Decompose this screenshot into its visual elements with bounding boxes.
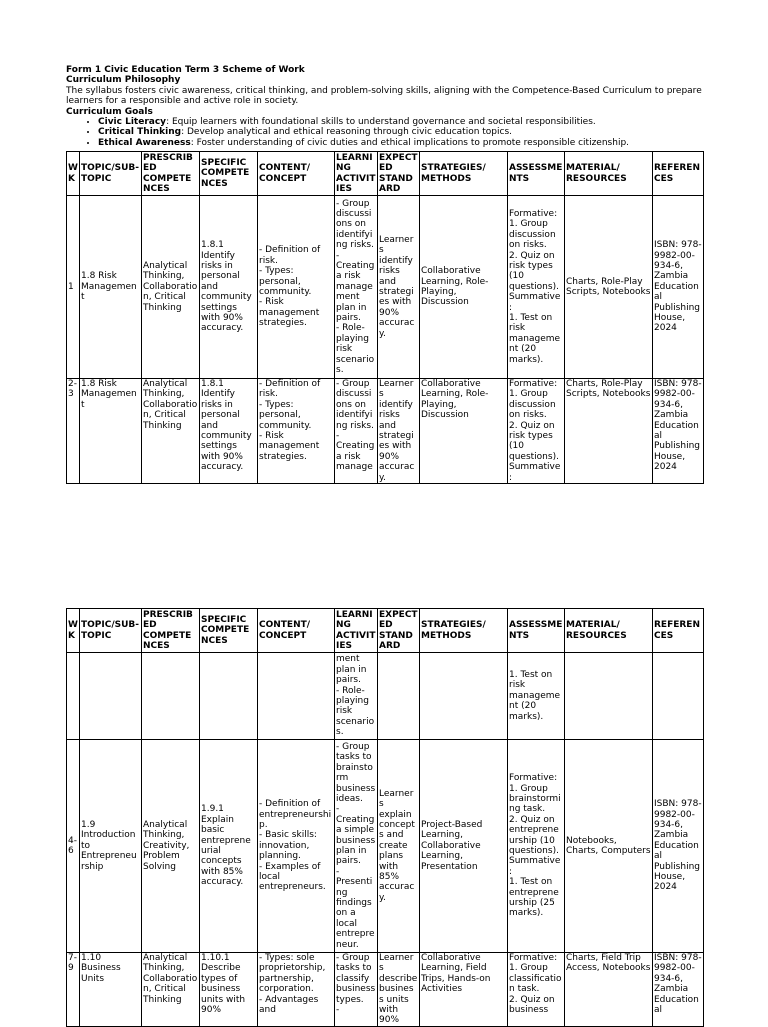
header-prescribed: PRESCRIBED COMPETENCES: [142, 152, 200, 196]
cell-expected: Learners identify risks and strategies with 90% accuracy.: [378, 196, 420, 379]
goal-text: : Equip learners with foundational skills to understand governance and societal responsibilities.: [166, 117, 596, 128]
table-row: [67, 196, 704, 379]
cell-references: ISBN: 978-9982-00-934-6, Zambia Educational Publishing House, 2024: [653, 740, 704, 953]
goal-text: : Foster understanding of civic duties and ethical implications to promote responsible citizenship.: [190, 137, 630, 148]
cell-materials: Charts, Role-Play Scripts, Notebooks: [565, 196, 653, 379]
cell-assessments: Formative: 1. Group brainstorming task. 2. Quiz on entrepreneurship (10 questions). Summative: 1. Test on entrepreneurship (25 marks).: [508, 740, 565, 953]
cell-activities: - Group discussions on identifying risks. - Creating a risk management plan in pairs. - Role-playing risk scenarios.: [335, 196, 378, 379]
cell-references: ISBN: 978-9982-00-934-6, Zambia Educational Publishing House, 2024: [653, 379, 704, 484]
cell-week: [67, 653, 80, 740]
cell-references: ISBN: 978-9982-00-934-6, Zambia Educational: [653, 953, 704, 1027]
scheme-table-page-2: [66, 608, 704, 1027]
table-header-row: [67, 609, 704, 653]
cell-topic: 1.9 Introduction to Entrepreneurship: [80, 740, 142, 953]
cell-activities: - Group tasks to brainstorm business ideas. - Creating a simple business plan in pairs. - Presenting findings on a local entrepreneur.: [335, 740, 378, 953]
cell-activities: - Group tasks to classify business types. -: [335, 953, 378, 1027]
cell-specific: 1.10.1 Describe types of business units with 90%: [200, 953, 258, 1027]
cell-strategies: [420, 653, 508, 740]
header-materials: MATERIAL/ RESOURCES: [565, 152, 653, 196]
cell-specific: 1.9.1 Explain basic entrepreneurial concepts with 85% accuracy.: [200, 740, 258, 953]
cell-assessments: Formative: 1. Group classification task. 2. Quiz on business: [508, 953, 565, 1027]
cell-prescribed: Analytical Thinking, Collaboration, Critical Thinking: [142, 196, 200, 379]
cell-content: - Definition of risk. - Types: personal, community. - Risk management strategies.: [258, 196, 335, 379]
cell-strategies: Project-Based Learning, Collaborative Learning, Presentation: [420, 740, 508, 953]
header-specific: SPECIFIC COMPETENCES: [200, 152, 258, 196]
header-specific: SPECIFIC COMPETENCES: [200, 609, 258, 653]
header-assessments: ASSESSMENTS: [508, 609, 565, 653]
cell-assessments: Formative: 1. Group discussion on risks. 2. Quiz on risk types (10 questions). Summative: 1. Test on risk management (20 marks).: [508, 196, 565, 379]
goal-label: Civic Literacy: [98, 117, 167, 128]
cell-specific: 1.8.1 Identify risks in personal and community settings with 90% accuracy.: [200, 196, 258, 379]
cell-activities: ment plan in pairs. - Role-playing risk scenarios.: [335, 653, 378, 740]
header-strategies: STRATEGIES/ METHODS: [420, 152, 508, 196]
cell-assessments: 1. Test on risk management (20 marks).: [508, 653, 565, 740]
cell-week: 2-3: [67, 379, 80, 484]
cell-content: - Types: sole proprietorship, partnership, corporation. - Advantages and: [258, 953, 335, 1027]
header-expected: EXPECTED STANDARD: [379, 609, 418, 651]
cell-activities: - Group discussions on identifying risks. - Creating a risk manage: [335, 379, 378, 484]
cell-week: 1: [67, 196, 80, 379]
cell-materials: Notebooks, Charts, Computers: [565, 740, 653, 953]
table-row: [67, 740, 704, 953]
cell-prescribed: [142, 653, 200, 740]
document-header: [66, 65, 706, 148]
header-week: WK: [67, 609, 80, 653]
table-row: [67, 653, 704, 740]
header-references: REFERENCES: [653, 152, 704, 196]
cell-topic: 1.8 Risk Management: [80, 196, 142, 379]
cell-topic: 1.8 Risk Management: [80, 379, 142, 484]
table-row: [67, 379, 704, 484]
table-row: [67, 953, 704, 1027]
scheme-table-page-1: [66, 151, 704, 484]
cell-topic: [80, 653, 142, 740]
philosophy-heading: Curriculum Philosophy: [66, 75, 181, 86]
header-materials: MATERIAL/ RESOURCES: [565, 609, 653, 653]
cell-strategies: Collaborative Learning, Role-Playing, Discussion: [420, 196, 508, 379]
cell-prescribed: Analytical Thinking, Collaboration, Critical Thinking: [142, 379, 200, 484]
header-week: WK: [67, 152, 80, 196]
cell-strategies: Collaborative Learning, Field Trips, Hands-on Activities: [420, 953, 508, 1027]
cell-strategies: Collaborative Learning, Role-Playing, Discussion: [420, 379, 508, 484]
cell-materials: Charts, Role-Play Scripts, Notebooks: [565, 379, 653, 484]
cell-expected: Learners describe business units with 90%: [378, 953, 420, 1027]
cell-expected: Learners identify risks and strategies with 90% accuracy.: [378, 379, 420, 484]
header-strategies: STRATEGIES/ METHODS: [420, 609, 508, 653]
cell-references: ISBN: 978-9982-00-934-6, Zambia Educational Publishing House, 2024: [653, 196, 704, 379]
goals-list: [66, 117, 706, 148]
goal-label: Ethical Awareness: [98, 137, 191, 148]
header-topic: TOPIC/SUB-TOPIC: [80, 152, 142, 196]
header-content: CONTENT/ CONCEPT: [258, 152, 335, 196]
header-references: REFERENCES: [653, 609, 704, 653]
goal-label: Critical Thinking: [98, 127, 182, 138]
header-topic: TOPIC/SUB-TOPIC: [80, 609, 142, 653]
goals-heading: Curriculum Goals: [66, 106, 153, 117]
goal-item: [98, 138, 706, 148]
header-content: CONTENT/ CONCEPT: [258, 609, 335, 653]
cell-prescribed: Analytical Thinking, Creativity, Problem Solving: [142, 740, 200, 953]
goal-item: [98, 117, 706, 127]
cell-content: - Definition of entrepreneurship. - Basic skills: innovation, planning. - Examples of local entrepreneurs.: [258, 740, 335, 953]
cell-expected: Learners explain concepts and create plans with 85% accuracy.: [378, 740, 420, 953]
cell-materials: [565, 653, 653, 740]
cell-topic: 1.10 Business Units: [80, 953, 142, 1027]
cell-specific: 1.8.1 Identify risks in personal and community settings with 90% accuracy.: [200, 379, 258, 484]
cell-materials: Charts, Field Trip Access, Notebooks: [565, 953, 653, 1027]
header-expected: EXPECTED STANDARD: [379, 152, 418, 194]
cell-week: 4-6: [67, 740, 80, 953]
cell-prescribed: Analytical Thinking, Collaboration, Critical Thinking: [142, 953, 200, 1027]
cell-content: [258, 653, 335, 740]
goal-item: [98, 127, 706, 137]
cell-expected: [378, 653, 420, 740]
document-title: Form 1 Civic Education Term 3 Scheme of Work: [66, 65, 305, 75]
cell-references: [653, 653, 704, 740]
cell-assessments: Formative: 1. Group discussion on risks. 2. Quiz on risk types (10 questions). Summative:: [508, 379, 565, 484]
header-activities: LEARNING ACTIVITIES: [336, 152, 376, 194]
cell-content: - Definition of risk. - Types: personal, community. - Risk management strategies.: [258, 379, 335, 484]
header-activities: LEARNING ACTIVITIES: [336, 609, 376, 651]
philosophy-text: The syllabus fosters civic awareness, critical thinking, and problem-solving skills, aligning with the Competence-Based Curriculum to prepare learners for a responsible and active role in society.: [66, 85, 702, 107]
header-prescribed: PRESCRIBED COMPETENCES: [142, 609, 200, 653]
goal-text: : Develop analytical and ethical reasoning through civic education topics.: [181, 127, 513, 138]
cell-week: 7-9: [67, 953, 80, 1027]
header-assessments: ASSESSMENTS: [508, 152, 565, 196]
cell-specific: [200, 653, 258, 740]
table-header-row: [67, 152, 704, 196]
